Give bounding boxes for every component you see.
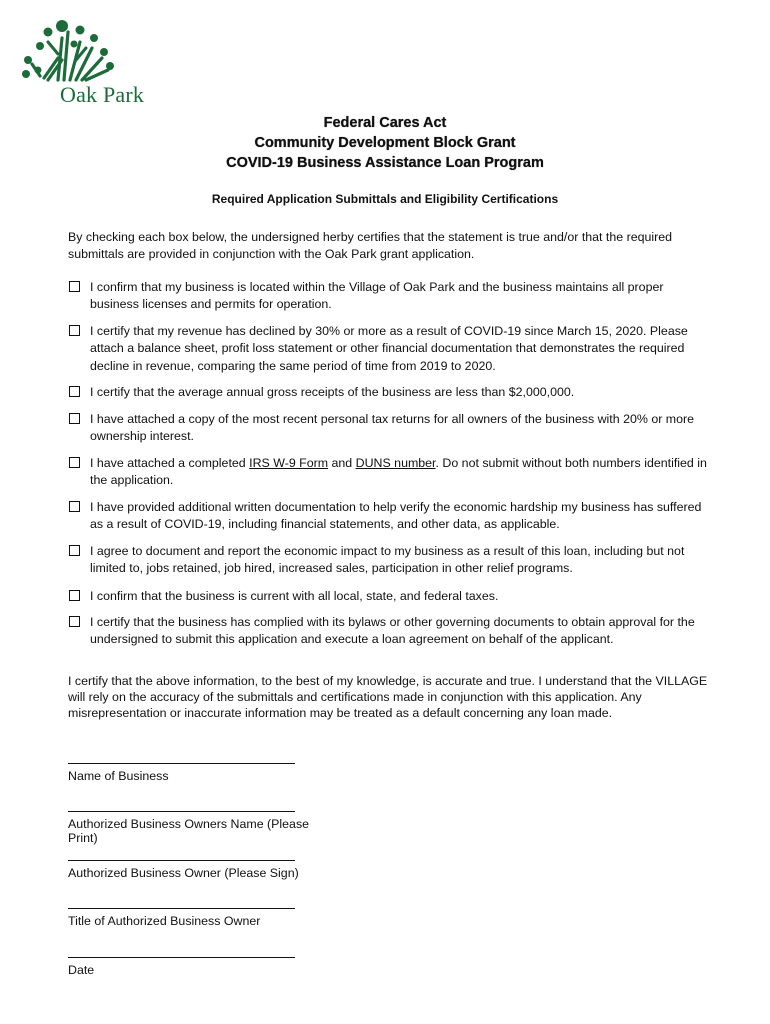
checkbox[interactable] (69, 457, 80, 468)
signature-line (68, 763, 295, 764)
item-text-prefix: I have attached a completed (90, 456, 250, 470)
signature-label: Authorized Business Owners Name (Please Print) (68, 817, 310, 845)
checklist-item (68, 411, 708, 446)
checklist-item (68, 279, 708, 314)
signature-line (68, 860, 295, 861)
checklist-item (68, 323, 708, 375)
signature-label: Authorized Business Owner (Please Sign) (68, 866, 299, 880)
title-line-1: Federal Cares Act (323, 115, 447, 131)
checklist-item (68, 614, 708, 649)
signature-label: Name of Business (68, 769, 169, 783)
checklist-item-text: I certify that the business has complied with its bylaws or other governing documents to obtain approval for the undersigned to submit this application and execute a loan agreement on behalf of the applicant. (90, 615, 695, 647)
checklist-item (68, 384, 708, 401)
irs-w9-form-link[interactable]: IRS W-9 Form (249, 456, 329, 470)
title-line-2: Community Development Block Grant (254, 135, 516, 151)
checkbox[interactable] (69, 501, 80, 512)
checklist-item-text: I have attached a copy of the most recent personal tax returns for all owners of the business with 20% or more ownership interest. (90, 412, 695, 444)
signature-field-date[interactable] (68, 957, 328, 977)
logo-wordmark: Oak Park (60, 82, 145, 107)
checklist-item (68, 543, 708, 578)
checklist-item (68, 588, 708, 605)
title-line-3: COVID-19 Business Assistance Loan Program (226, 155, 544, 171)
checklist-item-text: I have provided additional written documentation to help verify the economic hardship my business has suffered as a result of COVID-19, including financial statements, and other data, as applicable. (90, 500, 702, 532)
signature-field-owner-sign[interactable] (68, 860, 328, 880)
signature-line (68, 957, 295, 958)
checklist-item (68, 455, 708, 490)
item-text-mid: and (328, 456, 356, 470)
checkbox[interactable] (69, 545, 80, 556)
item-text-suffix: . Do not submit without both numbers identified in the application. (90, 456, 707, 488)
signature-label: Date (68, 963, 95, 977)
signature-line (68, 811, 295, 812)
checkbox[interactable] (69, 386, 80, 397)
signature-label: Title of Authorized Business Owner (68, 914, 261, 928)
checkbox[interactable] (69, 413, 80, 424)
certification-statement: I certify that the above information, to the best of my knowledge, is accurate and true. I understand that the VILLAGE will rely on the accuracy of the submittals and certifications made in conjunction with this application. Any misrepresentation or inaccurate information may be treated as a default concerning any loan made. (68, 674, 708, 720)
signature-field-owner-name[interactable] (68, 811, 328, 845)
signature-line (68, 908, 295, 909)
checklist-item-text: I certify that my revenue has declined by 30% or more as a result of COVID-19 since March 15, 2020. Please attach a balance sheet, profit loss statement or other financial documentation that demonstrates the required decline in revenue, comparing the same period of time from 2019 to 2020. (90, 324, 688, 373)
checkbox[interactable] (69, 590, 80, 601)
checkbox[interactable] (69, 616, 80, 627)
checklist-item-text: I confirm that my business is located within the Village of Oak Park and the business maintains all proper business licenses and permits for operation. (90, 280, 664, 312)
document-subtitle: Required Application Submittals and Eligibility Certifications (211, 192, 559, 206)
signature-field-owner-title[interactable] (68, 908, 328, 928)
intro-paragraph: By checking each box below, the undersigned herby certifies that the statement is true and/or that the required submittals are provided in conjunction with the Oak Park grant application. (68, 230, 673, 261)
tree-logo-icon (18, 18, 158, 88)
document-title-block (0, 113, 770, 173)
signature-field-business-name[interactable] (68, 763, 328, 783)
duns-number-link[interactable]: DUNS number (355, 456, 436, 470)
checkbox[interactable] (69, 325, 80, 336)
checkbox[interactable] (69, 281, 80, 292)
checklist-item-text: I confirm that the business is current with all local, state, and federal taxes. (90, 589, 499, 603)
checklist-item-text: I certify that the average annual gross receipts of the business are less than $2,000,000. (90, 385, 575, 399)
checklist-item-text: I agree to document and report the economic impact to my business as a result of this loan, including but not limited to, jobs retained, job hired, increased sales, participation in other relief programs. (90, 544, 685, 576)
checklist-item-text (90, 455, 708, 490)
checklist-item (68, 499, 708, 534)
